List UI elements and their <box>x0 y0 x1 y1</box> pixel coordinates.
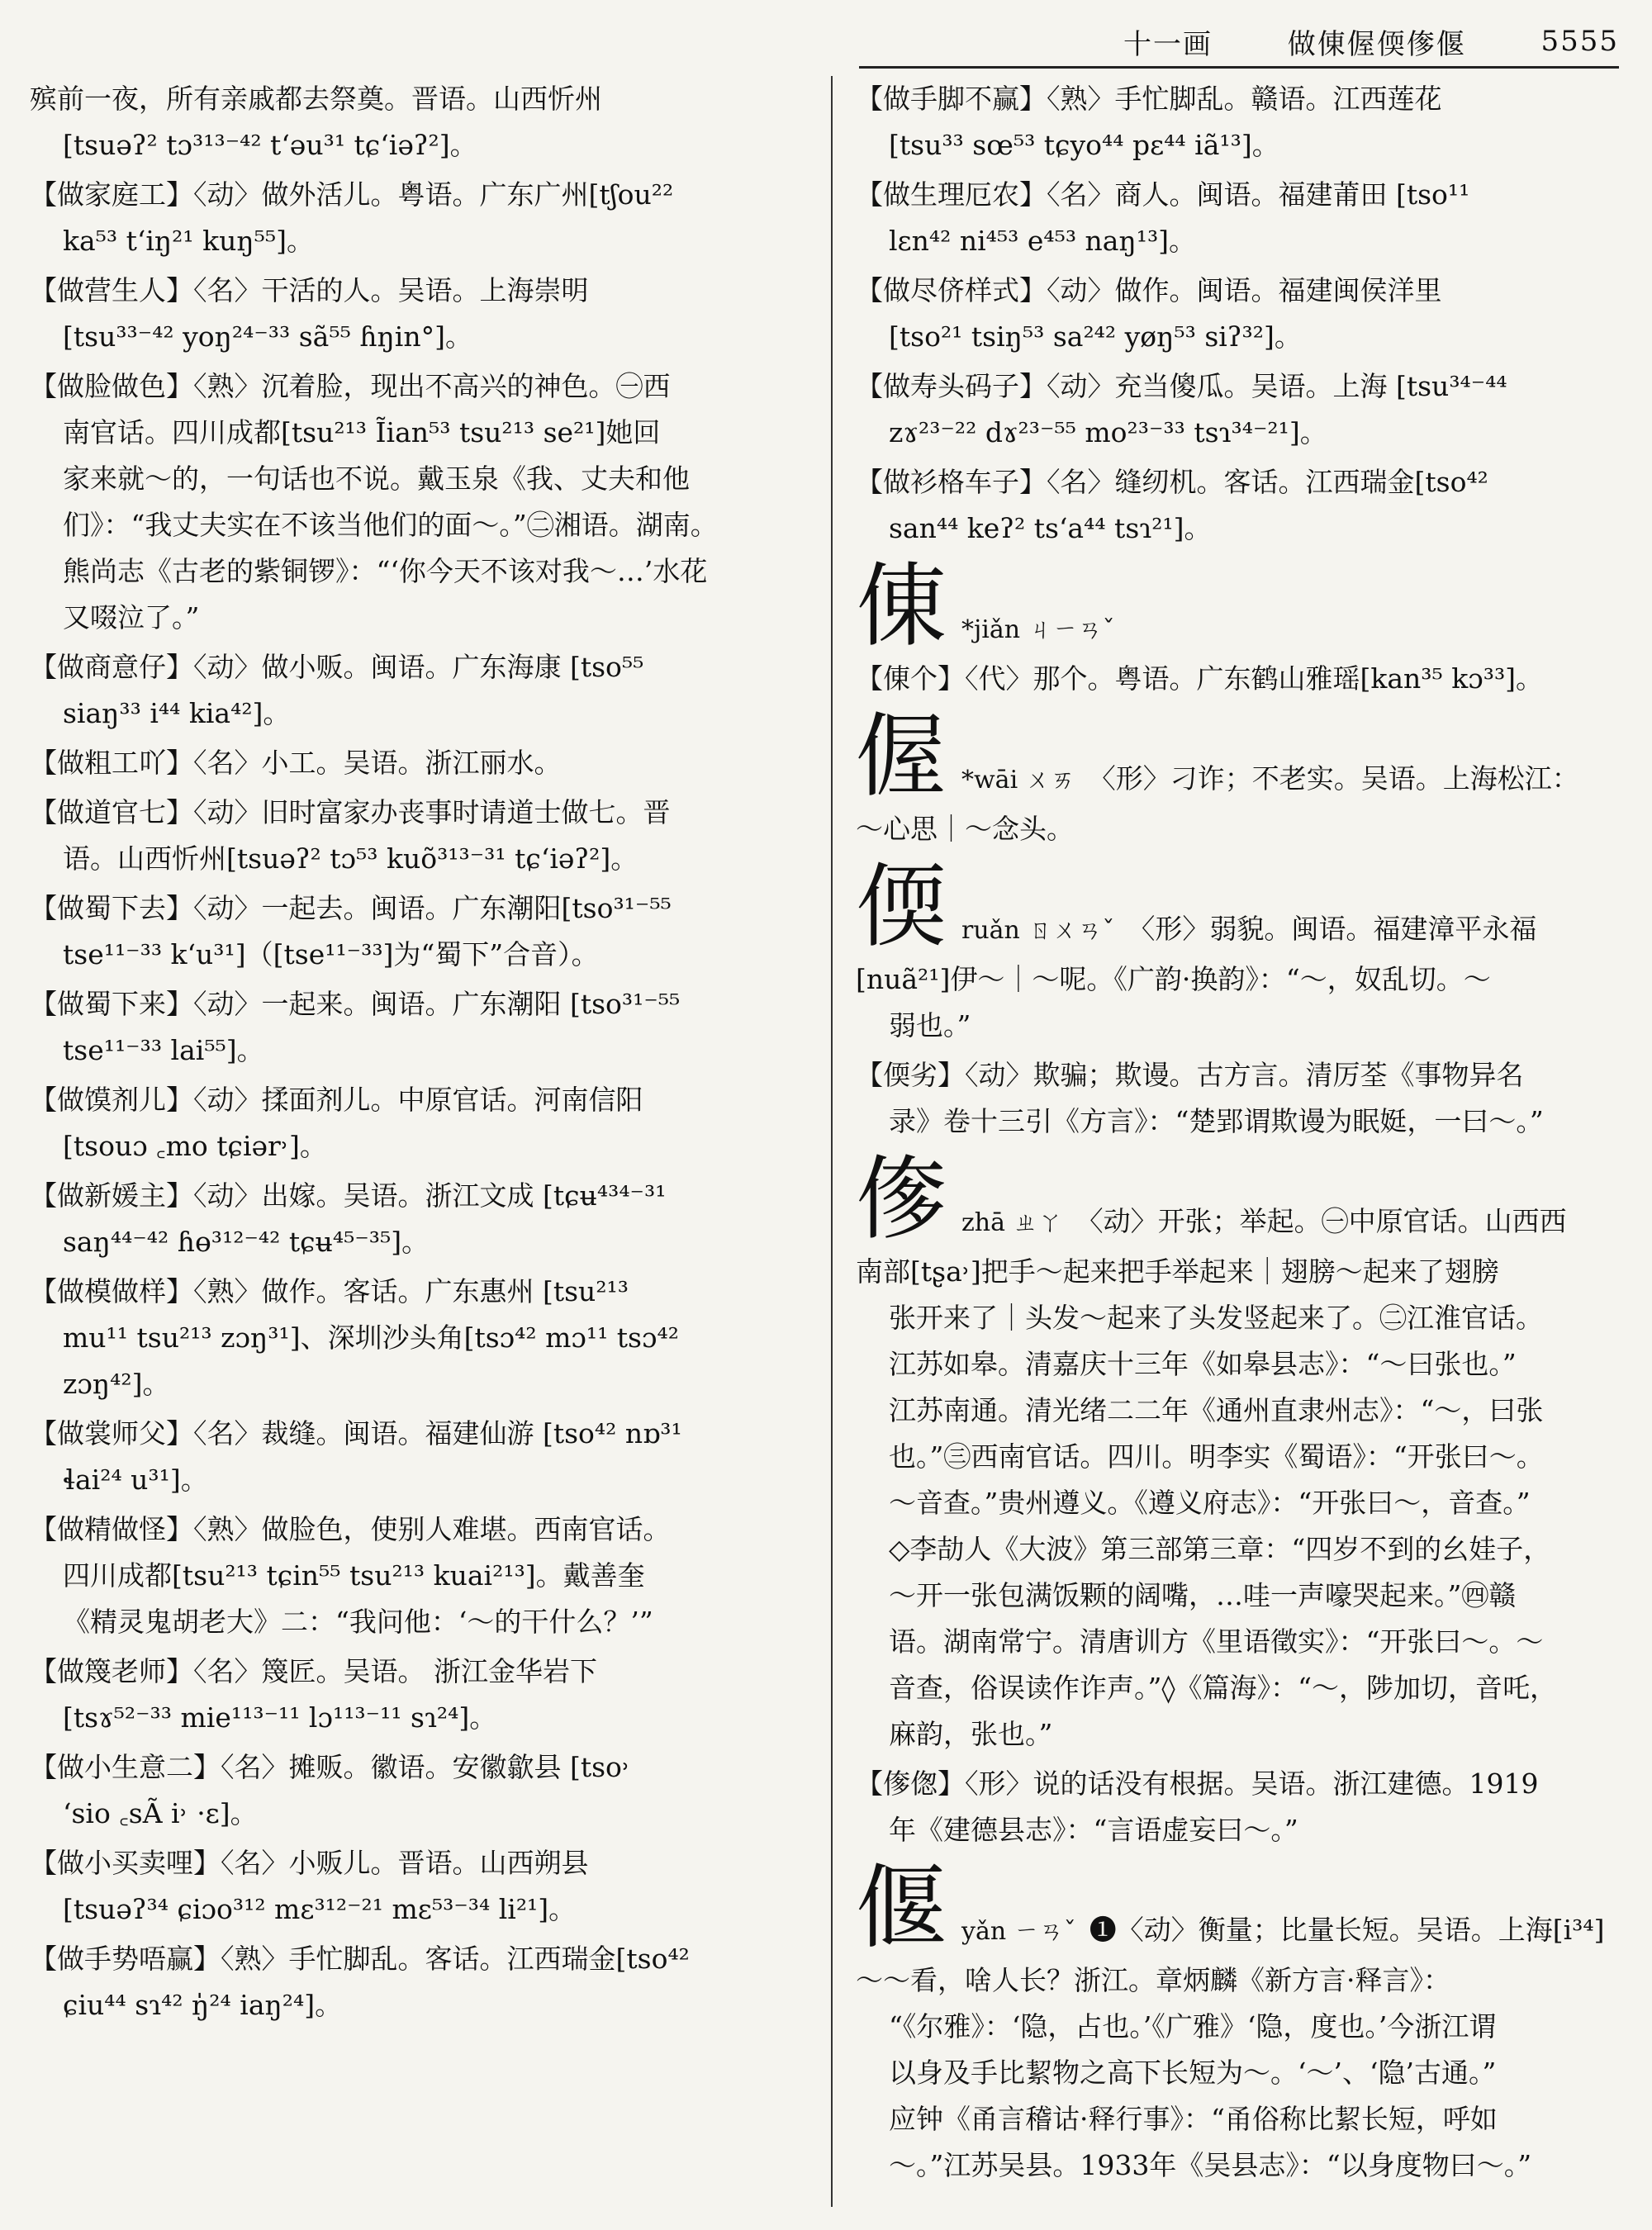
headword-char: 偧 <box>856 1146 947 1252</box>
entry-line: mu¹¹ tsu²¹³ zɔŋ³¹]、深圳沙头角[tsɔ⁴² mɔ¹¹ tsɔ⁴² <box>63 1321 679 1354</box>
entry-line: 【做衫格车子】〈名〉缝纫机。客话。江西瑞金[tso⁴² <box>856 466 1488 498</box>
entry-line: lɛn⁴² ni⁴⁵³ e⁴⁵³ naŋ¹³]。 <box>889 225 1197 257</box>
headword-list <box>856 553 1624 2189</box>
headword-row <box>856 1855 1624 1961</box>
entry-line: 《精灵鬼胡老大》二：“我问他：‘～的干什么？’” <box>63 1606 653 1638</box>
entry-line: ～心思｜～念头。 <box>856 813 1074 845</box>
dictionary-entry <box>30 1173 813 1265</box>
entry-line: 【做小生意二】〈名〉摊贩。徽语。安徽歙县 [tso˒ <box>30 1751 631 1783</box>
entry-line: ～～看，啥人长？浙江。章炳麟《新方言·释言》： <box>856 1964 1450 1996</box>
entry-line: [tso²¹ tsiŋ⁵³ sa²⁴² yøŋ⁵³ siʔ³²]。 <box>889 320 1302 353</box>
entry-line: ～开一张包满饭颗的阔嘴，…哇一声嚎哭起来。”㊃赣 <box>889 1579 1517 1611</box>
entry-line: 【倲个】〈代〉那个。粤语。广东鹤山雅瑶[kan³⁵ kɔ³³]。 <box>856 662 1544 695</box>
entry-line: [tsɤ⁵²⁻³³ mie¹¹³⁻¹¹ lɔ¹¹³⁻¹¹ sɿ²⁴]。 <box>63 1701 497 1734</box>
headword-definition: 〈形〉弱貌。闽语。福建漳平永福 <box>1127 913 1537 945</box>
entry-line: [tsuəʔ³⁴ ɕiɔo³¹² mɛ³¹²⁻²¹ mɛ⁵³⁻³⁴ li²¹]。 <box>63 1893 577 1925</box>
entry-line: 【做模做样】〈熟〉做作。客话。广东惠州 [tsu²¹³ <box>30 1275 629 1307</box>
headword-row <box>856 704 1624 809</box>
entry-line: 殡前一夜，所有亲戚都去祭奠。晋语。山西忻州 <box>30 83 602 115</box>
headword-definition: 〈动〉开张；举起。㊀中原官话。山西西 <box>1075 1205 1567 1237</box>
entry-line: 也。”㊂西南官话。四川。明李实《蜀语》：“开张曰～。 <box>889 1440 1544 1473</box>
entry-line: [tsu³³⁻⁴² yoŋ²⁴⁻³³ sã⁵⁵ ɦŋin°]。 <box>63 320 472 353</box>
entry-line: zɤ²³⁻²² dɤ²³⁻⁵⁵ mo²³⁻³³ tsɿ³⁴⁻²¹]。 <box>889 416 1327 448</box>
dictionary-entry <box>856 656 1624 702</box>
dictionary-entry <box>30 885 813 978</box>
headword-block <box>856 553 1624 702</box>
dictionary-entry <box>856 956 1624 1049</box>
right-column <box>856 76 1624 2192</box>
headword-char: 偓 <box>856 704 947 809</box>
column-divider <box>831 76 833 2207</box>
page-header <box>1123 18 1619 64</box>
entry-line: ɬai²⁴ u³¹]。 <box>63 1464 208 1496</box>
headword-char: 偄 <box>856 854 947 960</box>
entry-line: 【做篾老师】〈名〉篾匠。吴语。 浙江金华岩下 <box>30 1655 597 1687</box>
dictionary-entry <box>856 1052 1624 1145</box>
dictionary-entry <box>856 806 1624 852</box>
dictionary-entry <box>30 1936 813 2028</box>
dictionary-entry <box>30 268 813 360</box>
right-entries <box>856 76 1624 552</box>
entry-line: 弱也。” <box>889 1009 971 1041</box>
headword-row <box>856 1146 1624 1252</box>
entry-line: 【偄劣】〈动〉欺骗；欺谩。古方言。清厉荃《事物异名 <box>856 1059 1524 1091</box>
dictionary-entry <box>30 1744 813 1837</box>
dictionary-entry <box>856 172 1624 264</box>
entry-line: 麻韵，张也。” <box>889 1718 1053 1750</box>
entry-line: 熊尚志《古老的紫铜锣》：“‘你今天不该对我～…’水花 <box>63 555 708 587</box>
headword-definition: ❶〈动〉衡量；比量长短。吴语。上海[i³⁴] <box>1089 1914 1605 1946</box>
entry-line: tse¹¹⁻³³ lai⁵⁵]。 <box>63 1034 264 1066</box>
headword-char: 偃 <box>856 1855 947 1961</box>
entry-line: 又啜泣了。” <box>63 601 200 633</box>
entry-line: ◇李劼人《大波》第三部第三章：“四岁不到的幺娃子， <box>889 1533 1551 1565</box>
entry-line: 录》卷十三引《方言》：“楚郢谓欺谩为眠娗，一曰～。” <box>889 1105 1544 1137</box>
dictionary-entry <box>30 790 813 882</box>
entry-line: siaŋ³³ i⁴⁴ kia⁴²]。 <box>63 697 291 729</box>
dictionary-entry <box>30 363 813 641</box>
entry-line: 【做小买卖哩】〈名〉小贩儿。晋语。山西朔县 <box>30 1847 589 1879</box>
entry-line: ʻsio ꜀sÃ i˒ ·ɛ]。 <box>63 1797 258 1829</box>
headword-pronunciation: ruǎn ㄖㄨㄢˇ <box>961 916 1115 945</box>
entry-line: 【做道官七】〈动〉旧时富家办丧事时请道士做七。晋 <box>30 796 671 828</box>
dictionary-entry <box>30 1077 813 1170</box>
entry-line: 【做脸做色】〈熟〉沉着脸，现出不高兴的神色。㊀西 <box>30 370 671 402</box>
entry-line: 以身及手比絜物之高下长短为～。‘～’、‘隐’古通。” <box>889 2057 1497 2089</box>
dictionary-entry <box>856 268 1624 360</box>
dictionary-entry <box>856 1957 1624 2189</box>
headword-pronunciation: yǎn ㄧㄢˇ <box>961 1917 1076 1946</box>
dictionary-entry <box>30 1269 813 1407</box>
entry-line: 语。山西忻州[tsuəʔ² tɔ⁵³ kuõ³¹³⁻³¹ tɕʻiəʔ²]。 <box>63 842 638 875</box>
dictionary-entry <box>30 1411 813 1503</box>
entry-line: 【做蜀下去】〈动〉一起去。闽语。广东潮阳[tso³¹⁻⁵⁵ <box>30 892 672 924</box>
entry-line: 音查，俗误读作诈声。”◊《篇海》：“～，陟加切，音吒， <box>889 1672 1558 1704</box>
headword-pronunciation: *jiǎn ㄐㄧㄢˇ <box>961 615 1115 644</box>
headword-row <box>856 553 1624 659</box>
entry-line: 们》：“我丈夫实在不该当他们的面～。”㊁湘语。湖南。 <box>63 509 718 541</box>
entry-line: “《尔雅》：‘隐，占也。’《广雅》‘隐，度也。’今浙江谓 <box>889 2010 1497 2043</box>
dictionary-entry <box>30 1506 813 1645</box>
entry-line: [tsuəʔ² tɔ³¹³⁻⁴² tʻəu³¹ tɕʻiəʔ²]。 <box>63 129 477 161</box>
entry-line: zɔŋ⁴²]。 <box>63 1368 170 1400</box>
entry-line: ～音查。”贵州遵义。《遵义府志》：“开张曰～，音查。” <box>889 1487 1531 1519</box>
entry-line: [tsu³³ sœ⁵³ tɕyo⁴⁴ pɛ⁴⁴ iã¹³]。 <box>889 129 1279 161</box>
entry-line: 家来就～的，一句话也不说。戴玉泉《我、丈夫和他 <box>63 463 690 495</box>
entry-line: 应钟《甬言稽诂·释行事》：“甬俗称比絜长短，呼如 <box>889 2103 1498 2135</box>
entry-line: ～。”江苏吴县。1933年《吴县志》：“以身度物曰～。” <box>889 2149 1532 2181</box>
entry-line: [tsouɔ ꜀mo tɕiər˒]。 <box>63 1130 327 1162</box>
entry-line: 张开来了｜头发～起来了头发竖起来了。㊁江淮官话。 <box>889 1302 1543 1334</box>
headword-definition: 〈形〉刁诈；不老实。吴语。上海松江： <box>1088 762 1579 795</box>
headword-block <box>856 1146 1624 1853</box>
dictionary-entry <box>856 1249 1624 1758</box>
left-column <box>30 76 813 2032</box>
entry-line: 【做蜀下来】〈动〉一起来。闽语。广东潮阳 [tso³¹⁻⁵⁵ <box>30 988 681 1020</box>
entry-line: 【偧偬】〈形〉说的话没有根据。吴语。浙江建德。1919 <box>856 1767 1539 1800</box>
header-rule <box>859 66 1619 69</box>
headword-pronunciation: *wāi ㄨㄞ <box>961 766 1075 795</box>
dictionary-entry <box>30 1840 813 1933</box>
entry-line: 江苏南通。清光绪二二年《通州直隶州志》：“～，曰张 <box>889 1394 1544 1426</box>
entry-line: tse¹¹⁻³³ kʻu³¹]（[tse¹¹⁻³³]为“蜀下”合音）。 <box>63 938 599 970</box>
entry-line: 南官话。四川成都[tsu²¹³ Ĩian⁵³ tsu²¹³ se²¹]她回 <box>63 416 661 448</box>
entry-line: 【做生理厄农】〈名〉商人。闽语。福建莆田 [tso¹¹ <box>856 178 1470 211</box>
entry-line: 【做手脚不赢】〈熟〉手忙脚乱。赣语。江西莲花 <box>856 83 1442 115</box>
dictionary-entry <box>30 172 813 264</box>
header-chars: 做倲偓偄偧偃 <box>1287 27 1466 61</box>
entry-line: 【做馍剂儿】〈动〉揉面剂儿。中原官话。河南信阳 <box>30 1084 643 1116</box>
entry-line: 四川成都[tsu²¹³ tɕin⁵⁵ tsu²¹³ kuai²¹³]。戴善奎 <box>63 1559 645 1592</box>
entry-line: 【做寿头码子】〈动〉充当傻瓜。吴语。上海 [tsu³⁴⁻⁴⁴ <box>856 370 1507 402</box>
dictionary-entry <box>30 981 813 1074</box>
headword-block <box>856 854 1624 1145</box>
entry-line: 【做商意仔】〈动〉做小贩。闽语。广东海康 [tso⁵⁵ <box>30 651 644 683</box>
entry-line: 年《建德县志》：“言语虚妄曰～。” <box>889 1814 1298 1846</box>
entry-line: 【做新媛主】〈动〉出嫁。吴语。浙江文成 [tɕʉ⁴³⁴⁻³¹ <box>30 1179 667 1212</box>
page-number: 5555 <box>1540 25 1619 58</box>
entry-line: 江苏如皋。清嘉庆十三年《如皋县志》：“～曰张也。” <box>889 1348 1517 1380</box>
headword-row <box>856 854 1624 960</box>
entry-line: [nuã²¹]伊～｜～呢。《广韵·换韵》：“～，奴乱切。～ <box>856 963 1491 995</box>
headword-pronunciation: zhā ㄓㄚ <box>961 1208 1063 1237</box>
header-section: 十一画 <box>1123 27 1213 61</box>
entry-line: saŋ⁴⁴⁻⁴² ɦɵ³¹²⁻⁴² tɕʉ⁴⁵⁻³⁵]。 <box>63 1226 430 1258</box>
entry-line: 【做营生人】〈名〉干活的人。吴语。上海崇明 <box>30 274 589 306</box>
dictionary-entry <box>856 363 1624 456</box>
dictionary-entry <box>30 76 813 168</box>
entry-line: ɕiu⁴⁴ sɿ⁴² ŋ̍²⁴ iaŋ²⁴]。 <box>63 1989 343 2021</box>
entry-line: 【做裳师父】〈名〉裁缝。闽语。福建仙游 [tso⁴² nɒ³¹ <box>30 1417 682 1450</box>
entry-line: ka⁵³ tʻiŋ²¹ kuŋ⁵⁵]。 <box>63 225 314 257</box>
entry-line: 语。湖南常宁。清唐训方《里语徵实》：“开张曰～。～ <box>889 1625 1544 1658</box>
headword-char: 倲 <box>856 553 947 659</box>
dictionary-entry <box>856 1761 1624 1853</box>
headword-block <box>856 1855 1624 2189</box>
entry-line: 【做尽侪样式】〈动〉做作。闽语。福建闽侯洋里 <box>856 274 1442 306</box>
entry-line: 【做精做怪】〈熟〉做脸色，使别人难堪。西南官话。 <box>30 1513 671 1545</box>
dictionary-entry <box>30 740 813 786</box>
entry-line: 【做家庭工】〈动〉做外活儿。粤语。广东广州[tʃou²² <box>30 178 674 211</box>
entry-line: san⁴⁴ keʔ² tsʻa⁴⁴ tsɿ²¹]。 <box>889 512 1212 544</box>
entry-line: 南部[tʂa˒]把手～起来把手举起来｜翅膀～起来了翅膀 <box>856 1255 1499 1288</box>
entry-line: 【做粗工吖】〈名〉小工。吴语。浙江丽水。 <box>30 747 562 779</box>
entry-line: 【做手势唔赢】〈熟〉手忙脚乱。客话。江西瑞金[tso⁴² <box>30 1943 690 1975</box>
headword-block <box>856 704 1624 852</box>
dictionary-entry <box>856 459 1624 552</box>
dictionary-entry <box>856 76 1624 168</box>
dictionary-entry <box>30 1649 813 1741</box>
dictionary-entry <box>30 644 813 737</box>
